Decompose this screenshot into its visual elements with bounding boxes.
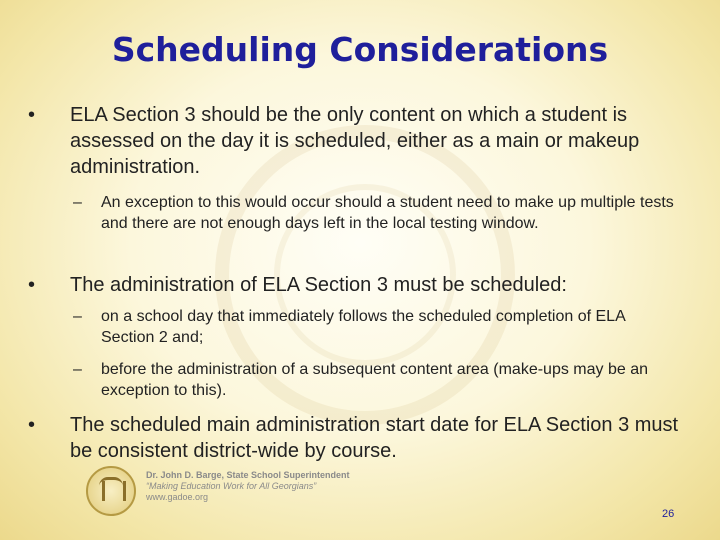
sub-dash: – [73,308,82,325]
bullet-1-text: ELA Section 3 should be the only content on which a student is assessed on the day it is scheduled, either as a main or makeup administration. [70,104,640,178]
bullet-3-text: The scheduled main administration start date for ELA Section 3 must be consistent district-wide by course. [70,414,679,462]
bullet-dot: • [28,274,36,296]
bullet-3 [28,412,680,464]
footer-credits [146,470,350,503]
website-link[interactable]: www.gadoe.org [146,492,209,502]
bullet-2-text: The administration of ELA Section 3 must be scheduled: [70,274,567,296]
bullet-1 [28,102,680,180]
bullet-1-sub-1 [73,192,681,234]
bullet-2-sub-2-text: before the administration of a subsequent content area (make-ups may be an exception to this). [101,361,648,399]
bullet-2-sub-2 [73,359,681,401]
sub-dash: – [73,194,82,211]
bullet-1-sub-1-text: An exception to this would occur should a student need to make up multiple tests and there are not enough days left in the local testing window. [101,194,674,232]
page-number: 26 [662,508,675,520]
slide-title: Scheduling Considerations [111,30,609,69]
bullet-2-sub-1-text: on a school day that immediately follows the scheduled completion of ELA Section 2 and; [101,308,625,346]
bullet-dot: • [28,414,36,436]
motto-line: “Making Education Work for All Georgians” [146,481,317,491]
gadoe-seal-logo [86,466,136,516]
superintendent-line: Dr. John D. Barge, State School Superintendent [146,470,350,480]
sub-dash: – [73,361,82,378]
bullet-2-sub-1 [73,306,681,348]
bullet-2 [28,272,680,298]
bullet-dot: • [28,104,36,126]
